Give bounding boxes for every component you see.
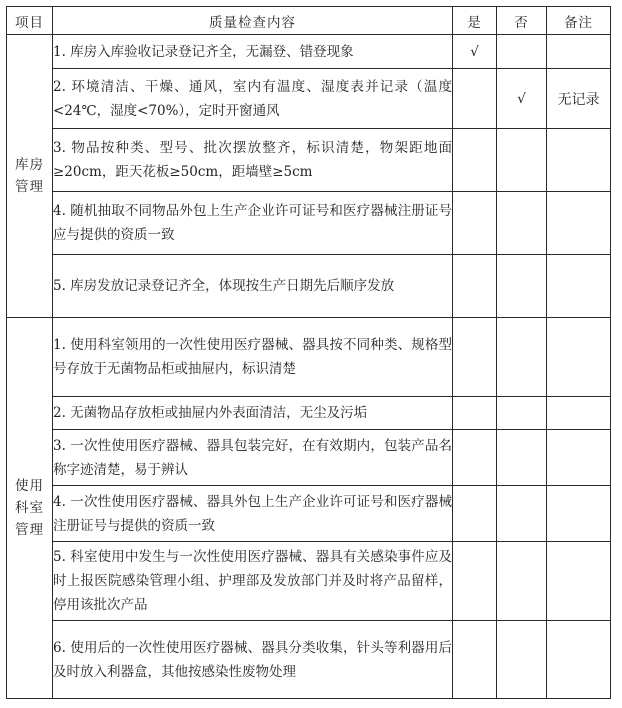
table-row xyxy=(7,621,611,699)
category-line: 使用 xyxy=(15,478,44,494)
content-cell: 1. 库房入库验收记录登记齐全，无漏登、错登现象 xyxy=(53,35,453,69)
table-row xyxy=(7,430,611,486)
yes-cell xyxy=(453,69,497,129)
header-category: 项目 xyxy=(7,7,53,35)
no-cell xyxy=(497,430,547,486)
category-line: 库房 xyxy=(15,157,44,173)
note-cell xyxy=(547,35,611,69)
no-cell xyxy=(497,621,547,699)
table-row xyxy=(7,35,611,69)
content-cell: 3. 物品按种类、型号、批次摆放整齐，标识清楚，物架距地面≥20cm，距天花板≥50cm，距墙壁≥5cm xyxy=(53,129,453,192)
content-cell: 4. 一次性使用医疗器械、器具外包上生产企业许可证号和医疗器械注册证号与提供的资质一致 xyxy=(53,486,453,542)
content-cell: 2. 无菌物品存放柜或抽屉内外表面清洁，无尘及污垢 xyxy=(53,397,453,430)
table-row xyxy=(7,397,611,430)
header-row xyxy=(7,7,611,35)
yes-cell xyxy=(453,318,497,397)
yes-cell xyxy=(453,542,497,621)
no-cell xyxy=(497,486,547,542)
note-cell xyxy=(547,192,611,255)
yes-cell xyxy=(453,192,497,255)
content-cell: 4. 随机抽取不同物品外包上生产企业许可证号和医疗器械注册证号应与提供的资质一致 xyxy=(53,192,453,255)
no-cell xyxy=(497,192,547,255)
category-cell-warehouse xyxy=(7,35,53,318)
content-cell: 5. 库房发放记录登记齐全，体现按生产日期先后顺序发放 xyxy=(53,255,453,318)
no-cell xyxy=(497,542,547,621)
category-line: 管理 xyxy=(15,522,44,538)
no-cell xyxy=(497,318,547,397)
table-row xyxy=(7,318,611,397)
yes-cell xyxy=(453,255,497,318)
content-cell: 6. 使用后的一次性使用医疗器械、器具分类收集，针头等利器用后及时放入利器盒，其他按感染性废物处理 xyxy=(53,621,453,699)
no-cell: √ xyxy=(497,69,547,129)
content-cell: 3. 一次性使用医疗器械、器具包装完好，在有效期内，包装产品名称字迹清楚，易于辨认 xyxy=(53,430,453,486)
category-cell-department xyxy=(7,318,53,699)
note-cell xyxy=(547,621,611,699)
note-cell xyxy=(547,397,611,430)
content-cell: 2. 环境清洁、干燥、通风，室内有温度、湿度表并记录（温度<24℃，湿度<70%），定时开窗通风 xyxy=(53,69,453,129)
quality-inspection-table xyxy=(6,6,611,699)
table-row xyxy=(7,542,611,621)
table-row xyxy=(7,129,611,192)
note-cell xyxy=(547,318,611,397)
table-row xyxy=(7,486,611,542)
yes-cell xyxy=(453,621,497,699)
yes-cell xyxy=(453,486,497,542)
table-row xyxy=(7,192,611,255)
note-cell xyxy=(547,430,611,486)
note-cell xyxy=(547,486,611,542)
yes-cell xyxy=(453,430,497,486)
note-cell xyxy=(547,255,611,318)
no-cell xyxy=(497,255,547,318)
content-cell: 1. 使用科室领用的一次性使用医疗器械、器具按不同种类、规格型号存放于无菌物品柜或抽屉内，标识清楚 xyxy=(53,318,453,397)
no-cell xyxy=(497,35,547,69)
header-content: 质量检查内容 xyxy=(53,7,453,35)
note-cell xyxy=(547,129,611,192)
note-cell xyxy=(547,542,611,621)
yes-cell xyxy=(453,397,497,430)
no-cell xyxy=(497,129,547,192)
table-row xyxy=(7,69,611,129)
note-cell: 无记录 xyxy=(547,69,611,129)
header-no: 否 xyxy=(497,7,547,35)
content-cell: 5. 科室使用中发生与一次性使用医疗器械、器具有关感染事件应及时上报医院感染管理小组、护理部及发放部门并及时将产品留样，停用该批次产品 xyxy=(53,542,453,621)
category-line: 管理 xyxy=(15,179,44,195)
yes-cell: √ xyxy=(453,35,497,69)
table-row xyxy=(7,255,611,318)
category-line: 科室 xyxy=(15,500,44,516)
header-note: 备注 xyxy=(547,7,611,35)
yes-cell xyxy=(453,129,497,192)
no-cell xyxy=(497,397,547,430)
header-yes: 是 xyxy=(453,7,497,35)
